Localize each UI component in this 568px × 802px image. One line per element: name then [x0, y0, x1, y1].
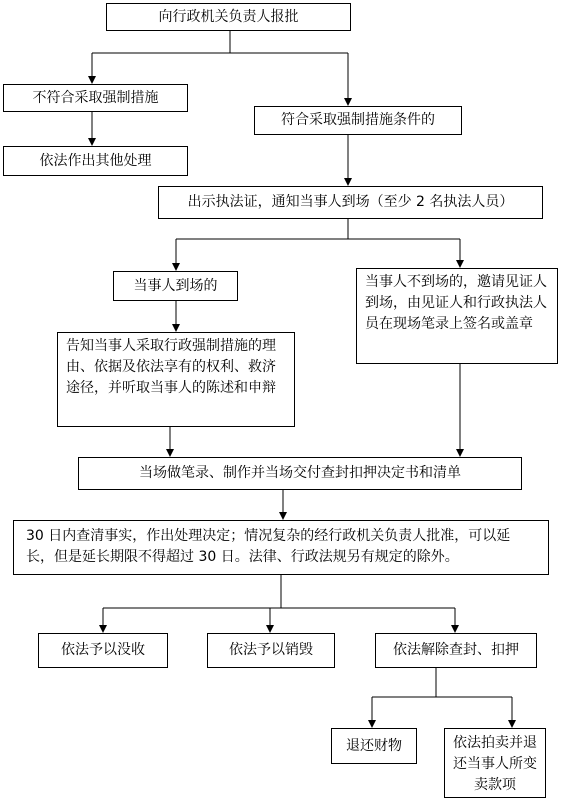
node-confiscate: 依法予以没收	[38, 633, 168, 668]
node-inform-party: 告知当事人采取行政强制措施的理由、依据及依法享有的权利、救济途径，并听取当事人的陈述和申辩	[57, 332, 295, 427]
node-party-present: 当事人到场的	[113, 271, 238, 301]
node-record-and-deliver: 当场做笔录、制作并当场交付查封扣押决定书和清单	[78, 457, 522, 490]
node-other-handling: 依法作出其他处理	[3, 146, 188, 176]
node-report: 向行政机关负责人报批	[106, 3, 351, 31]
node-not-meet: 不符合采取强制措施	[3, 84, 188, 112]
node-release-seizure: 依法解除查封、扣押	[375, 633, 537, 668]
node-decision: 30 日内查清事实，作出处理决定；情况复杂的经行政机关负责人批准，可以延长，但是延长期限不得超过 30 日。法律、行政法规另有规定的除外。	[13, 520, 549, 575]
node-return-property: 退还财物	[331, 728, 417, 764]
node-auction-refund: 依法拍卖并退还当事人所变卖款项	[444, 728, 546, 798]
node-party-absent: 当事人不到场的，邀请见证人到场，由见证人和行政执法人员在现场笔录上签名或盖章	[356, 268, 558, 364]
node-meet: 符合采取强制措施条件的	[254, 106, 462, 135]
node-destroy: 依法予以销毁	[207, 633, 335, 668]
node-show-certificate: 出示执法证，通知当事人到场（至少 2 名执法人员）	[158, 186, 543, 219]
